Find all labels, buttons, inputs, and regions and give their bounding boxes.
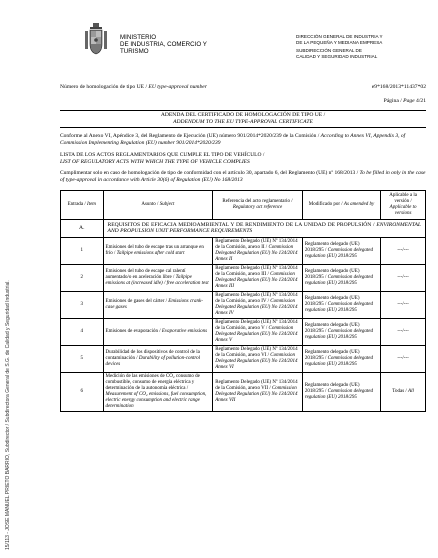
page-number: Página / Page 4/21 (383, 98, 426, 104)
header-entry: Entrada / Item (61, 190, 104, 219)
row-subject: Emisiones de gases del cárter / Emissions crank-case gases (103, 291, 213, 318)
letterhead (60, 12, 426, 76)
row-applicable: ---/--- (381, 264, 426, 291)
ministry-line: TURISMO (120, 48, 149, 55)
table-header-row (61, 190, 426, 219)
row-reference: Reglamento Delegado (UE) Nº 134/2014 de la Comisión, anexo VI / Commission Delegated Regulation (EU) No 134/2014 Annex VI (213, 345, 303, 372)
table-row (61, 291, 426, 318)
header-subject: Asunto / Subject (103, 190, 213, 219)
row-reference: Reglamento Delegado (UE) Nº 134/2014 de la Comisión, anexo III / Commission Delegated Regulation (EU) No 134/2014 Annex III (213, 264, 303, 291)
approval-label: Número de homologación de tipo UE / EU type-approval number (60, 84, 207, 90)
directorate-line: DIRECCIÓN GENERAL DE INDUSTRIA Y (296, 34, 383, 39)
side-signature-text: 15/113 - JOSE MANUEL PRIETO BARRIO, Subdirector / Subdirectora General de S.G. de Calidad y Seguridad Industrial. (5, 280, 11, 550)
row-subject: Emisiones de evaporación / Evaporative emissions (103, 318, 213, 345)
row-amended-by: Reglamento delegado (UE) 2018/295 / Commission delegated regulation (EU) 2018/295 (302, 372, 380, 411)
row-number: 3 (61, 291, 104, 318)
row-number: 1 (61, 237, 104, 264)
approval-number: e9*168/2013*11437*02 (371, 84, 426, 90)
regulatory-acts-table (60, 190, 426, 412)
ministry-line: MINISTERIO (120, 34, 157, 41)
header-reference: Referencia del acto reglamentario / Regulatory act reference (213, 190, 303, 219)
approval-number-row (60, 84, 426, 96)
row-applicable: Todas / All (381, 372, 426, 411)
directorate-line: DE LA PEQUEÑA Y MEDIANA EMPRESA (296, 39, 383, 45)
table-row (61, 345, 426, 372)
row-number: 5 (61, 345, 104, 372)
row-subject: Durabilidad de los dispositivos de control de la contaminación / Durability of pollution-control devices (103, 345, 213, 372)
coat-of-arms-icon (84, 22, 108, 56)
conformity-statement: Conforme al Anexo VI, Apéndice 3, del Reglamento de Ejecución (UE) número 901/2014*2020/239 de la Comisión / According to Annex VI, Appendix 3, of Commission Implementing Regulation (EU) number 901/2014*2020/239 (60, 133, 406, 146)
section-title: REQUISITOS DE EFICACIA MEDIOAMBIENTAL Y DE RENDIMIENTO DE LA UNIDAD DE PROPULSIÓN / ENVIRONMENTAL AND PROPULSION UNIT PERFORMANCE REQUIREMENTS (103, 219, 425, 237)
title-en: ADDENDUM TO THE EU TYPE-APPROVAL CERTIFICATE (173, 119, 313, 125)
row-number: 6 (61, 372, 104, 411)
row-applicable: ---/--- (381, 318, 426, 345)
subdirectorate-line: CALIDAD Y SEGURIDAD INDUSTRIAL (296, 53, 378, 59)
table-row (61, 237, 426, 264)
row-number: 2 (61, 264, 104, 291)
header-applicable: Aplicable a la versión / Applicable to versions (381, 190, 426, 219)
row-applicable: ---/--- (381, 345, 426, 372)
table-row (61, 264, 426, 291)
directorate-block (296, 34, 436, 59)
row-reference: Reglamento Delegado (UE) Nº 134/2014 de la Comisión, anexo VII / Commission Delegated Regulation (EU) No 134/2014 Annex VII (213, 372, 303, 411)
row-applicable: ---/--- (381, 291, 426, 318)
row-amended-by: Reglamento delegado (UE) 2018/295 / Commission delegated regulation (EU) 2018/295 (302, 318, 380, 345)
document-page (60, 12, 426, 412)
row-subject: Emisiones del tubo de escape cal ralentí aumentado/o en aceleración libre / Tailpipe emissions at (increased idle) / free acceleration test (103, 264, 213, 291)
row-amended-by: Reglamento delegado (UE) 2018/295 / Commission delegated regulation (EU) 2018/295 (302, 237, 380, 264)
row-amended-by: Reglamento delegado (UE) 2018/295 / Commission delegated regulation (EU) 2018/295 (302, 345, 380, 372)
row-number: 4 (61, 318, 104, 345)
ministry-line: DE INDUSTRIA, COMERCIO Y (120, 41, 207, 48)
table-row (61, 318, 426, 345)
row-reference: Reglamento Delegado (UE) Nº 134/2014 de la Comisión, anexo V / Commission Delegated Regulation (EU) No 134/2014 Annex V (213, 318, 303, 345)
side-signature-note (2, 150, 12, 550)
row-amended-by: Reglamento delegado (UE) 2018/295 / Commission delegated regulation (EU) 2018/295 (302, 264, 380, 291)
row-subject: Emisiones del tubo de escape tras un arranque en frío / Tailpipe emissions after cold start (103, 237, 213, 264)
header-amended-by: Modificado por / As amended by (302, 190, 380, 219)
table-row (61, 372, 426, 411)
row-subject: Medición de las emisiones de CO₂ consumo de combustible, consumo de energía eléctrica y determinación de la autonomía eléctrica / Measurement of CO₂ emissions, fuel consumption, electric energy consumption and electric range determination (103, 372, 213, 411)
section-row (61, 219, 426, 237)
subdirectorate-line: SUBDIRECCIÓN GENERAL DE (296, 48, 362, 54)
row-reference: Reglamento Delegado (UE) Nº 134/2014 de la Comisión, anexo IV / Commission Delegated Regulation (EU) No 134/2014 Annex IV (213, 291, 303, 318)
document-title (60, 110, 426, 128)
title-es: ADENDA DEL CERTIFICADO DE HOMOLOGACIÓN DE TIPO UE / (160, 112, 326, 118)
row-amended-by: Reglamento delegado (UE) 2018/295 / Commission delegated regulation (EU) 2018/295 (302, 291, 380, 318)
section-letter: A. (61, 219, 104, 237)
fill-in-note: Cumplimentar solo en caso de homologación de tipo de conformidad con el artículo 30, apartado 6, del Reglamento (UE) nº 168/2013 / To be filled in only in the case of type-approval in accordance with Article 30(6) of Regulation (EU) No 168/2013 (60, 170, 426, 183)
acts-list-heading: LISTA DE LOS ACTOS REGLAMENTARIOS QUE CUMPLE EL TIPO DE VEHÍCULO / LIST OF REGULATORY ACTS WITH WHICH THE TYPE OF VEHICLE COMPLIES (60, 152, 265, 165)
row-reference: Reglamento Delegado (UE) Nº 134/2014 de la Comisión, anexo II / Commission Delegated Regulation (EU) No 134/2014 Annex II (213, 237, 303, 264)
ministry-name (120, 34, 207, 55)
row-applicable: ---/--- (381, 237, 426, 264)
